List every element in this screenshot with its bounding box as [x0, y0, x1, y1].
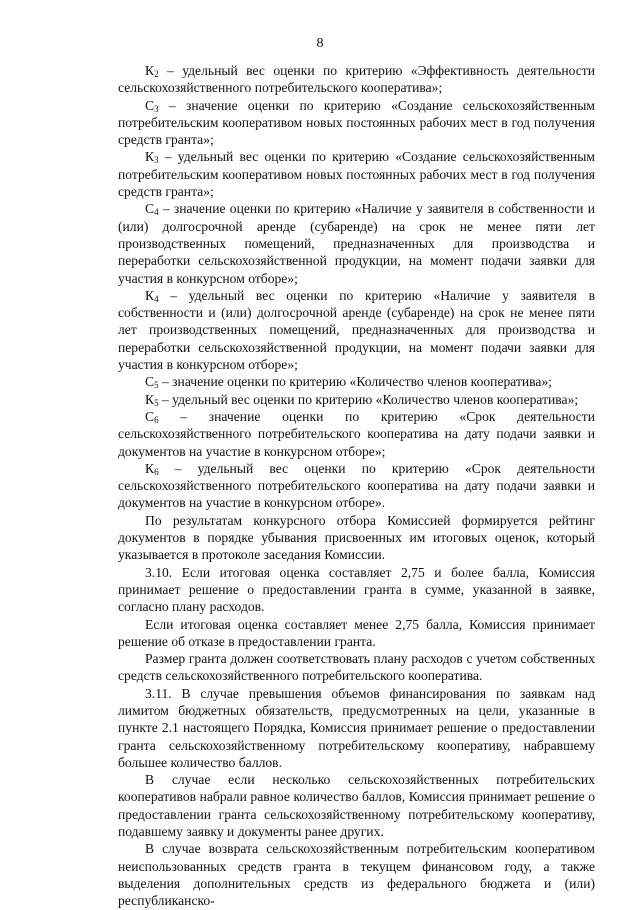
- paragraph-equal-scores: В случае если несколько сельскохозяйственных потребительских кооперативов набрали равное количество баллов, Комиссия принимает решение о предоставлении гранта сельскохозяйственному потребительскому кооперативу, подавшему заявку и документы ранее других.: [118, 772, 595, 840]
- criterion-c4: [118, 200, 595, 286]
- paragraph-grant-size: Размер гранта должен соответствовать плану расходов с учетом собственных средств сельскохозяйственного потребительского кооператива.: [118, 651, 595, 684]
- criterion-symbol: С: [145, 97, 155, 113]
- paragraph-3-11: 3.11. В случае превышения объемов финансирования по заявкам над лимитом бюджетных обязательств, предусмотренных на цели, указанные в пункте 2.1 настоящего Порядка, Комиссия принимает решение о предоставлении гранта сельскохозяйственному потребительскому кооперативу, набравшему большее количество баллов.: [118, 685, 595, 770]
- criterion-text: – значение оценки по критерию «Наличие у заявителя в собственности и (или) долгосрочной аренде (субаренде) на срок не менее пяти лет производственных помещений, предназначенных для производства и переработки сельскохозяйственной продукции, на момент подачи заявки для участия в конкурсном отборе»;: [118, 201, 595, 286]
- criterion-k4: [118, 287, 595, 373]
- paragraph-3-10: 3.10. Если итоговая оценка составляет 2,75 и более балла, Комиссия принимает решение о предоставлении гранта в сумме, указанной в заявке, согласно плану расходов.: [118, 564, 595, 615]
- criterion-text: – удельный вес оценки по критерию «Наличие у заявителя в собственности и (или) долгосрочной аренде (субаренде) на срок не менее пяти лет производственных помещений, предназначенных для производства и переработки сельскохозяйственной продукции, на момент подачи заявки для участия в конкурсном отборе»;: [118, 287, 595, 373]
- criterion-k3: [118, 148, 595, 200]
- criterion-c5: [118, 373, 595, 390]
- criterion-symbol: С: [145, 374, 155, 390]
- criterion-index: 5: [154, 397, 159, 408]
- page-number: 8: [316, 36, 324, 51]
- criterion-index: 6: [154, 466, 159, 477]
- criterion-k5: [118, 391, 595, 408]
- document-body: [118, 62, 595, 910]
- criterion-text: – значение оценки по критерию «Создание сельскохозяйственным потребительским кооперативом новых постоянных рабочих мест в год получения средств гранта»;: [118, 97, 595, 148]
- paragraph-below-threshold: Если итоговая оценка составляет менее 2,75 балла, Комиссия принимает решение об отказе в предоставлении гранта.: [118, 616, 595, 649]
- criterion-symbol: С: [145, 201, 155, 217]
- criterion-symbol: К: [145, 63, 155, 78]
- criterion-index: 2: [154, 69, 159, 79]
- criterion-k6: [118, 460, 595, 512]
- criterion-text: – значение оценки по критерию «Срок деятельности сельскохозяйственного потребительского кооператива на дату подачи заявки и документов на участие в конкурсном отборе»;: [118, 408, 595, 459]
- criterion-symbol: К: [145, 149, 155, 165]
- criterion-c6: [118, 408, 595, 460]
- criterion-text: – удельный вес оценки по критерию «Срок деятельности сельскохозяйственного потребительского кооператива на дату подачи заявки и документов на участие в конкурсном отборе».: [118, 460, 595, 511]
- criterion-symbol: К: [145, 460, 155, 476]
- paragraph-refund: В случае возврата сельскохозяйственным потребительским кооперативом неиспользованных средств гранта в текущем финансовом году, а также выделения дополнительных средств из федерального бюджета и (или) республиканско-: [118, 841, 595, 909]
- paragraph-rating: По результатам конкурсного отбора Комиссией формируется рейтинг документов в порядке убывания присвоенных им итоговых оценок, который указывается в протоколе заседания Комиссии.: [118, 512, 595, 563]
- criterion-text: – значение оценки по критерию «Количество членов кооператива»;: [158, 374, 553, 390]
- criterion-index: 4: [154, 207, 159, 218]
- criterion-symbol: К: [145, 391, 155, 407]
- criterion-symbol: К: [145, 287, 155, 303]
- criterion-index: 3: [154, 155, 159, 166]
- criterion-symbol: С: [145, 408, 155, 424]
- criterion-index: 5: [154, 380, 159, 391]
- criterion-text: – удельный вес оценки по критерию «Эффективность деятельности сельскохозяйственного потребительского кооператива»;: [118, 63, 595, 96]
- criterion-k2: [118, 62, 595, 97]
- criterion-index: 6: [154, 414, 159, 425]
- criterion-c3: [118, 97, 595, 149]
- criterion-text: – удельный вес оценки по критерию «Создание сельскохозяйственным потребительским кооперативом новых постоянных рабочих мест в год получения средств гранта»;: [118, 149, 595, 200]
- criterion-index: 3: [154, 103, 159, 114]
- criterion-index: 4: [154, 293, 159, 304]
- criterion-text: – удельный вес оценки по критерию «Количество членов кооператива»;: [158, 391, 579, 407]
